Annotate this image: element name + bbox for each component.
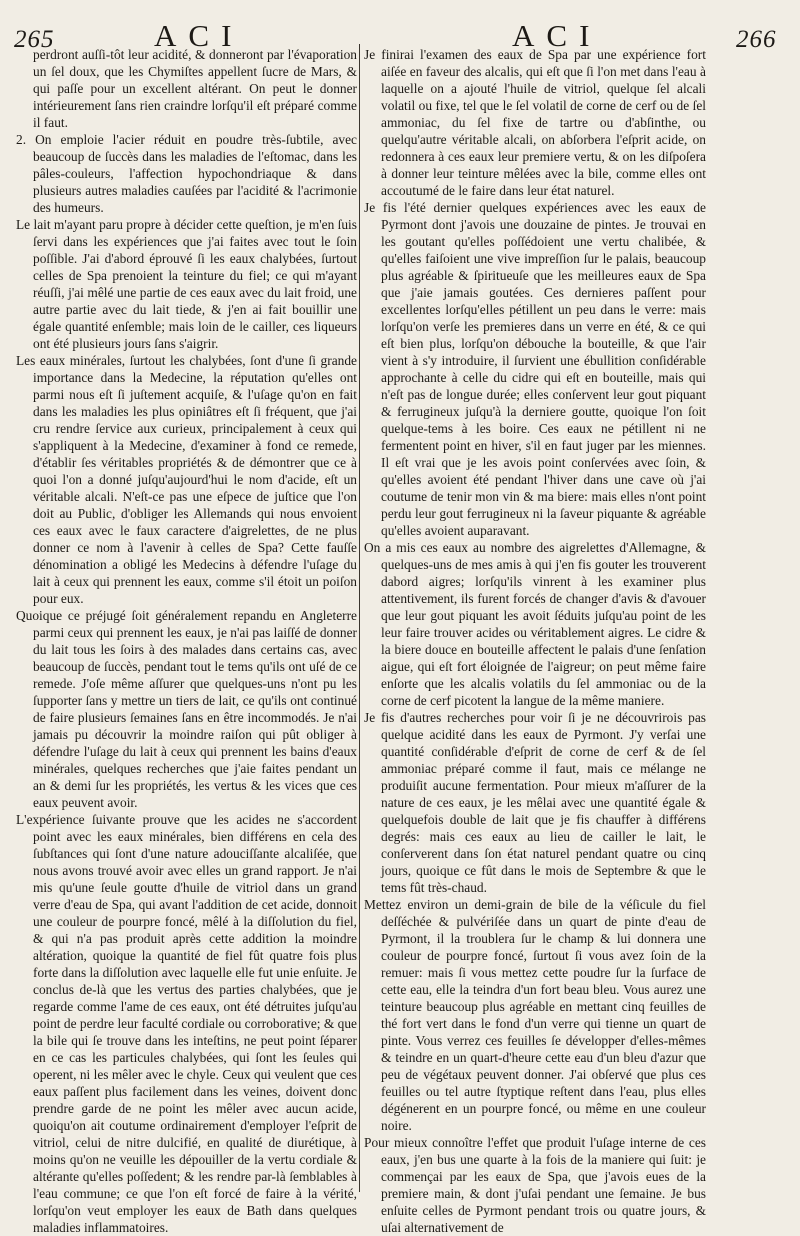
right-page-number: 266 <box>736 26 777 53</box>
left-page-number: 265 <box>14 26 55 53</box>
column-divider <box>359 44 360 1192</box>
paragraph: Mettez environ un demi-grain de bile de la véſicule du fiel deſſéchée & pulvériſée dans un quart de pinte d'eau de Pyrmont, il la troublera ſur le champ & lui donnera une couleur de pourpre foncé, ſurtout ſi vous avez ſoin de la remuer: mais ſi vous mettez cette poudre ſur la ſurface de cette eau, elle la teindra d'un fort beau bleu. Vous aurez une teinture beaucoup plus agréable en mettant cinq feuilles de thé fort vert dans le fond d'un verre qui tienne un quart de pinte. Vous verrez ces feuilles ſe développer d'elles-mêmes & teindre en un quart-d'heure cette eau d'un bleu d'azur que peu de végétaux peuvent donner. J'ai obſervé que plus ces feuilles ou tel autre ſtyptique reſtent dans l'eau, plus elles dégénerent en un pourpre foncé, ou même en une couleur noire. <box>364 897 706 1133</box>
paragraph: Je fis l'été dernier quelques expériences avec les eaux de Pyrmont dont j'avois une douzaine de pintes. Je trouvai en les goutant qu'elles poſſédoient une vertu chalibée, & qu'elles faiſoient une vive impreſſion ſur le palais, beaucoup plus agréable & ſpiritueuſe que les meilleures eaux de Spa que j'aie jamais goutées. Ces dernieres paſſent pour excellentes lorſqu'elles pétillent un peu dans le verre: mais lorſqu'on verſe les premieres dans un verre en été, & ce qui eſt bien plus, lorſqu'on débouche la bouteille, & que l'air vient à s'y introduire, il ſurvient une ébullition conſidérable approchante à celle du cidre qui eſt en bouteille, mais qui n'eſt pas de longue durée; elles conſervent leur gout piquant & ferrugineux juſqu'à la derniere goutte, quoique l'on ſoit quelque-tems à les boire. Ces eaux ne pétillent ni ne fermentent point en hiver, s'il en faut juger par les miennes. Il eſt vrai que je les avois point conſervées avec ſoin, & qu'elles avoient été pendant l'hiver dans une cave où j'ai coutume de tenir mon vin & ma biere: mais elles n'ont point perdu leur gout ferrugineux ni la ſaveur piquante & agréable qu'elles avoient auparavant. <box>364 200 706 538</box>
right-running-head: ACI <box>512 18 602 53</box>
left-running-head: ACI <box>154 18 244 53</box>
paragraph: Quoique ce préjugé ſoit généralement repandu en Angleterre parmi ceux qui prennent les eaux, je n'ai pas laiſſé de donner du lait tous les ſoirs à des malades dans certains cas, avec beaucoup de ſuccès, pendant tout le tems qu'ils ont uſé de ce remede. J'oſe même aſſurer que quelques-uns n'ont pu les ſupporter ſans y mettre un tiers de lait, ce qu'ils ont continué de faire plusieurs ſemaines ſans en être incommodés. Je n'ai jamais pu découvrir la moindre raiſon qui pût obliger à défendre l'uſage du lait à ceux qui prennent les bains d'eaux minérales, quelques recherches que j'aie faites pendant un an & demi ſur les propriétés, les vertus & les vices que ces eaux peuvent avoir. <box>16 608 357 810</box>
paragraph: perdront auſſi-tôt leur acidité, & donneront par l'évaporation un ſel doux, que les Chymiſtes appellent ſucre de Mars, & qui paſſe pour un excellent altérant. On peut le donner intérieurement ſans rien craindre lorſqu'il eſt préparé comme il faut. <box>33 47 357 130</box>
paragraph: Le lait m'ayant paru propre à décider cette queſtion, je m'en ſuis ſervi dans les expériences que j'ai faites avec tout le ſoin poſſible. J'ai d'abord éprouvé ſi les eaux chalybées, ſurtout celles de Spa prenoient la teinture du fiel; ce qui m'ayant réuſſi, j'ai mêlé une partie de ces eaux avec du lait froid, une autre partie avec du lait tiede, & j'en ai fait bouillir une égale quantité enſemble; mais loin de le cailler, ces liqueurs ont été plusieurs jours ſans s'aigrir. <box>16 217 357 351</box>
paragraph: Pour mieux connoître l'effet que produit l'uſage interne de ces eaux, j'en bus une quarte à la fois de la maniere qui ſuit: je commençai par les eaux de Spa, que j'avois eues de la premiere main, & dont j'uſai pendant une ſemaine. Je bus enſuite celles de Pyrmont pendant trois ou quatre jours, & uſai alternativement de <box>364 1135 706 1235</box>
paragraph: Je fis d'autres recherches pour voir ſi je ne découvrirois pas quelque acidité dans les eaux de Pyrmont. J'y verſai une quantité conſidérable d'eſprit de corne de cerf & de ſel ammoniac préparé comme il faut, mais ce mélange ne produiſit aucune fermentation. Pour mieux m'aſſurer de la nature de ces eaux, je les mêlai avec une quantité égale & quelquefois double de lait que je fis chauffer à différens degrés: mais ces eaux au lieu de cailler le lait, le conſerverent dans ſon état naturel pendant quatre ou cinq jours, quoique ce fût dans le mois de Septembre & que le tems fût très-chaud. <box>364 710 706 895</box>
paragraph: Je finirai l'examen des eaux de Spa par une expérience fort aiſée en faveur des alcalis, qui eſt que ſi l'on met dans l'eau à laquelle on a ajouté l'huile de vitriol, quelque ſel alcali volatil ou fixe, tel que le ſel volatil de corne de cerf ou de ſel ammoniac, du ſel fixe de tartre ou d'abſinthe, ou quelqu'autre véritable alcali, on abſorbera l'eſprit acide, on redonnera à ces eaux leur premiere vertu, & on les diſpoſera à donner leur teinture mêlées avec la bile, comme elles ont accoutumé de le faire dans leur état naturel. <box>364 47 706 198</box>
left-text-column <box>16 46 357 1236</box>
paragraph: Les eaux minérales, ſurtout les chalybées, ſont d'une ſi grande importance dans la Medecine, la réputation qu'elles ont parmi nous eſt ſi juſtement acquiſe, & l'uſage qu'on en fait dans les maladies les plus opiniâtres eſt ſi fréquent, que j'ai cru rendre ſervice aux curieux, principalement à ceux qui s'appliquent à la Medecine, d'examiner à fond ce remede, d'établir ſes véritables propriétés & de démontrer que ce à quoi l'on a donné juſqu'aujourd'hui le nom d'acide, eſt un véritable alcali. N'eſt-ce pas une eſpece de juſtice que l'on doit au Public, d'obliger les Allemands qui nous envoient ces eaux avec le faux caractere d'aigrelettes, de ne plus donner ce nom à l'avenir à celles de Spa? Cette fauſſe dénomination a obligé les Medecins à défendre l'uſage du lait à ceux qui prennent les eaux, comme s'il étoit un poiſon pour eux. <box>16 353 357 606</box>
paragraph: 2. On emploie l'acier réduit en poudre très-ſubtile, avec beaucoup de ſuccès dans les maladies de l'eſtomac, dans les pâles-couleurs, l'affection hypochondriaque & dans plusieurs autres maladies cauſées par l'acidité & l'acrimonie des humeurs. <box>16 132 357 215</box>
right-text-column <box>364 46 706 1236</box>
paragraph: L'expérience ſuivante prouve que les acides ne s'accordent point avec les eaux minérales, bien différens en cela des ſubſtances qui ſont d'une nature adouciſſante alcaliſée, que nous avons trouvé avoir avec elles un grand rapport. Je n'ai mis qu'une ſeule goutte d'huile de vitriol dans un grand verre d'eau de Spa, qui avant l'addition de cet acide, donnoit une couleur de pourpre foncé, mêlé à la diſſolution du fiel, & qui n'a pas produit après cette addition la moindre altération, quoique la quantité de fiel fût quatre fois plus forte dans la diſſolution avec laquelle elle fut unie enſuite. Je conclus de-là que les vertus des parties chalybées, que je regarde comme l'ame de ces eaux, ont été détruites juſqu'au point de perdre leur faculté cordiale ou corroborative; & que la bile qui ſe trouve dans les inteſtins, ne peut point ſéparer en ce cas les particules chalybées, qui ſont les ſeules qui operent, ni les mêler avec le chyle. Ceux qui veulent que ces eaux paſſent plus facilement dans les veines, doivent donc prendre garde de ne point les mêler avec aucun acide, quoiqu'on ait coutume ordinairement d'employer l'eſprit de vitriol, celui de nitre dulcifié, en qualité de diurétique, à moins qu'on ne veuille les dépouiller de la vertu cordiale & altérante qu'elles poſſedent; & les rendre par-là ſemblables à l'eau commune; ce que l'on eſt forcé de faire à la vérité, lorſqu'on veut employer les eaux de Bath dans quelques maladies inflammatoires. <box>16 812 357 1235</box>
paragraph: On a mis ces eaux au nombre des aigrelettes d'Allemagne, & quelques-uns de mes amis à qui j'en fis gouter les trouverent dabord aigres; lorſqu'ils vinrent à les examiner plus attentivement, ils furent forcés de changer d'avis & d'avouer que leur gout piquant les avoit ſéduits juſqu'au point de les leur faire trouver acides ou véritablement aigres. Le cidre & la biere douce en bouteille affectent le palais d'une ſenſation aigue, qui eſt fort éloignée de l'aigreur; on peut même faire enſorte que les alcalis volatils du ſel ammoniac ou de la corne de cerf picotent la langue de la même maniere. <box>364 540 706 708</box>
